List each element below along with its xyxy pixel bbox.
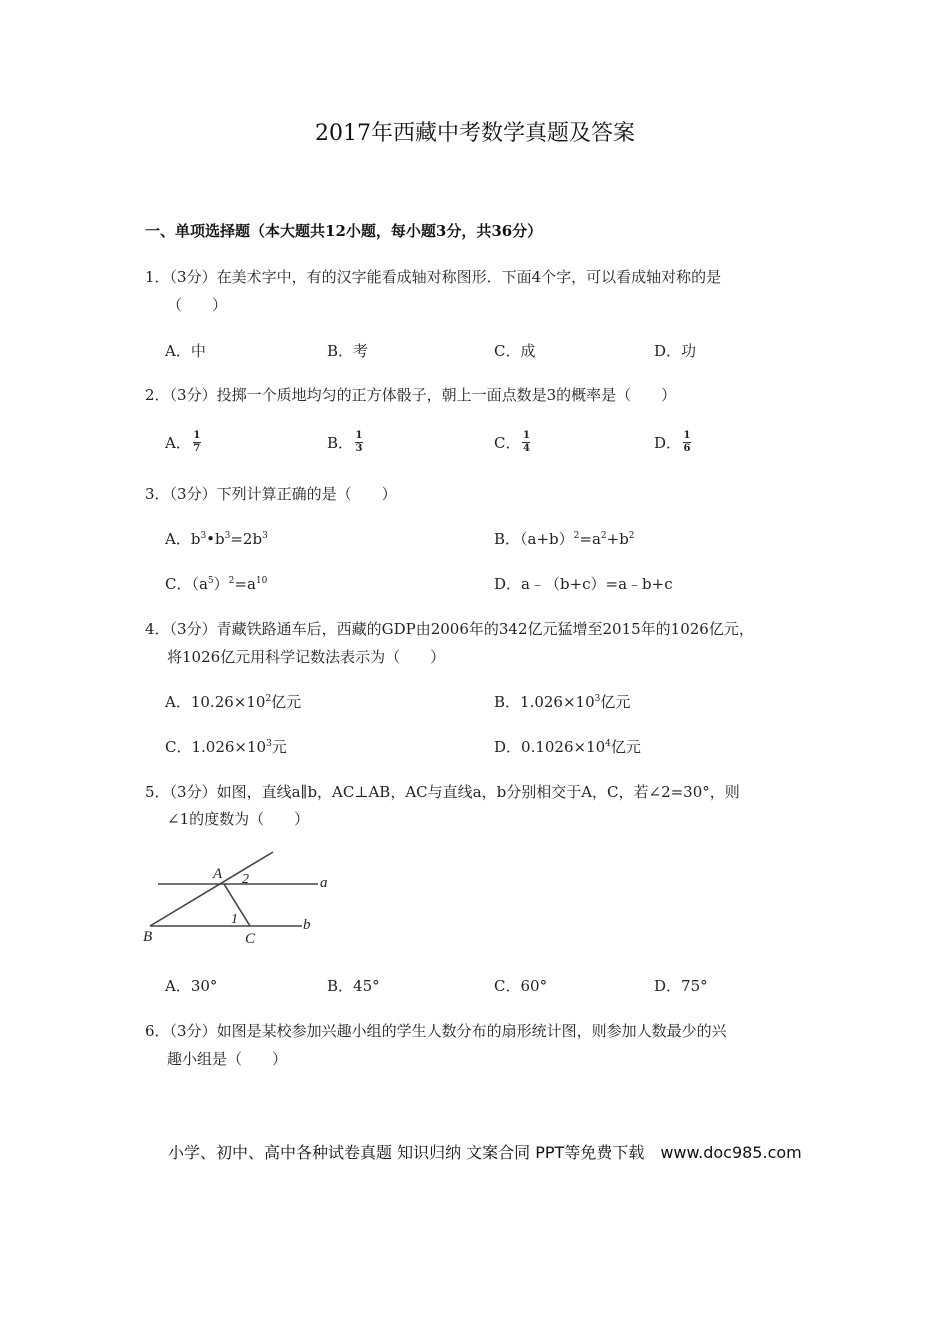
exponent: 5: [207, 576, 214, 586]
q4-option-a: [165, 691, 301, 712]
exponent: 4: [605, 739, 611, 749]
label-C: C: [245, 931, 256, 947]
numerator: 1: [683, 429, 691, 441]
q1-option-b: B．考: [327, 342, 369, 360]
q6-stem: 6．（3分）如图是某校参加兴趣小组的学生人数分布的扇形统计图，则参加人数最少的兴: [145, 1022, 727, 1040]
q5-option-a: A．30°: [165, 977, 218, 995]
expr-part: B．1.026×10: [494, 693, 595, 711]
label-a: a: [320, 875, 328, 891]
fraction: [193, 431, 201, 454]
exponent: 3: [200, 531, 207, 541]
q4-option-c: [165, 736, 287, 757]
q3-stem: 3．（3分）下列计算正确的是（ ）: [145, 485, 397, 503]
expr-part: =a: [579, 530, 601, 548]
q2-stem: 2．（3分）投掷一个质地均匀的正方体骰子，朝上一面点数是3的概率是（ ）: [145, 386, 677, 404]
q5-stem: 5．（3分）如图，直线a∥b，AC⊥AB，AC与直线a，b分别相交于A，C，若∠2=30°，则: [145, 783, 740, 801]
label-angle2: 2: [242, 872, 249, 887]
expr-part: ）: [213, 575, 229, 593]
q3-option-c: [165, 573, 267, 594]
page-title: 2017年西藏中考数学真题及答案: [315, 121, 635, 146]
exponent: 3: [224, 531, 231, 541]
numerator: 1: [193, 429, 201, 441]
q4-stem: 4．（3分）青藏铁路通车后，西藏的GDP由2006年的342亿元猛增至2015年的1026亿元，: [145, 620, 754, 638]
q1-stem-cont: （ ）: [167, 296, 228, 314]
q2-option-c-label: C．: [494, 434, 521, 452]
q2-option-d-label: D．: [654, 434, 682, 452]
expr-part: 亿元: [271, 693, 302, 711]
q1-stem: 1．（3分）在美术字中，有的汉字能看成轴对称图形．下面4个字，可以看成轴对称的是: [145, 268, 722, 286]
q1-option-c: C．成: [494, 342, 536, 360]
denominator: 3: [355, 442, 363, 454]
fraction: [522, 431, 530, 454]
q1-option-d: D．功: [654, 342, 697, 360]
expr-part: D．0.1026×10: [494, 738, 606, 756]
denominator: 7: [193, 442, 201, 454]
geometry-figure: [140, 845, 350, 950]
footer-promo: 小学、初中、高中各种试卷真题 知识归纳 文案合同 PPT等免费下载 www.doc985.com: [168, 1143, 802, 1162]
q2-option-a: [165, 429, 201, 456]
section-heading: 一、单项选择题（本大题共12小题，每小题3分，共36分）: [145, 222, 543, 240]
q2-option-a-label: A．: [165, 434, 191, 452]
expr-part: A．10.26×10: [165, 693, 266, 711]
q5-option-b: B．45°: [327, 977, 380, 995]
q3-option-b: [494, 528, 635, 549]
q5-stem-cont: ∠1的度数为（ ）: [167, 810, 310, 828]
label-b: b: [303, 917, 311, 933]
expr-part: •b: [206, 530, 225, 548]
exponent: 2: [265, 694, 272, 704]
exponent: 10: [255, 576, 268, 586]
expr-part: =a: [234, 575, 256, 593]
expr-part: =2b: [230, 530, 263, 548]
q2-option-b-label: B．: [327, 434, 354, 452]
fraction: [355, 431, 363, 454]
q3-option-a: [165, 528, 268, 549]
exponent: 2: [600, 531, 607, 541]
label-angle1: 1: [231, 912, 238, 927]
q5-option-c: C．60°: [494, 977, 548, 995]
exponent: 2: [628, 531, 635, 541]
exponent: 2: [228, 576, 235, 586]
expr-part: 亿元: [610, 738, 641, 756]
q4-stem-cont: 将1026亿元用科学记数法表示为（ ）: [167, 648, 446, 666]
q2-option-d: [654, 429, 691, 456]
label-A: A: [213, 866, 223, 882]
q2-option-b: [327, 429, 363, 456]
exponent: 3: [594, 694, 601, 704]
expr-part: 元: [271, 738, 287, 756]
q5-option-d: D．75°: [654, 977, 708, 995]
label-B: B: [143, 929, 153, 945]
numerator: 1: [355, 429, 363, 441]
denominator: 4: [523, 442, 530, 454]
expr-part: A．b: [165, 530, 201, 548]
line-ab: [150, 852, 273, 926]
fraction: [683, 431, 691, 454]
expr-part: 亿元: [600, 693, 631, 711]
exponent: 2: [573, 531, 580, 541]
q6-stem-cont: 趣小组是（ ）: [167, 1050, 288, 1068]
expr-part: +b: [606, 530, 629, 548]
expr-part: B．（a+b）: [494, 530, 574, 548]
exponent: 3: [266, 739, 272, 749]
expr-part: C．1.026×10: [165, 738, 267, 756]
exponent: 3: [262, 531, 268, 541]
expr-part: C．（a: [165, 575, 208, 593]
denominator: 6: [683, 442, 691, 454]
q2-option-c: [494, 429, 530, 456]
numerator: 1: [523, 429, 530, 441]
q1-option-a: A．中: [165, 342, 206, 360]
q4-option-b: [494, 691, 630, 712]
q4-option-d: [494, 736, 641, 757]
q3-option-d: D．a﹣（b+c）=a﹣b+c: [494, 575, 673, 593]
